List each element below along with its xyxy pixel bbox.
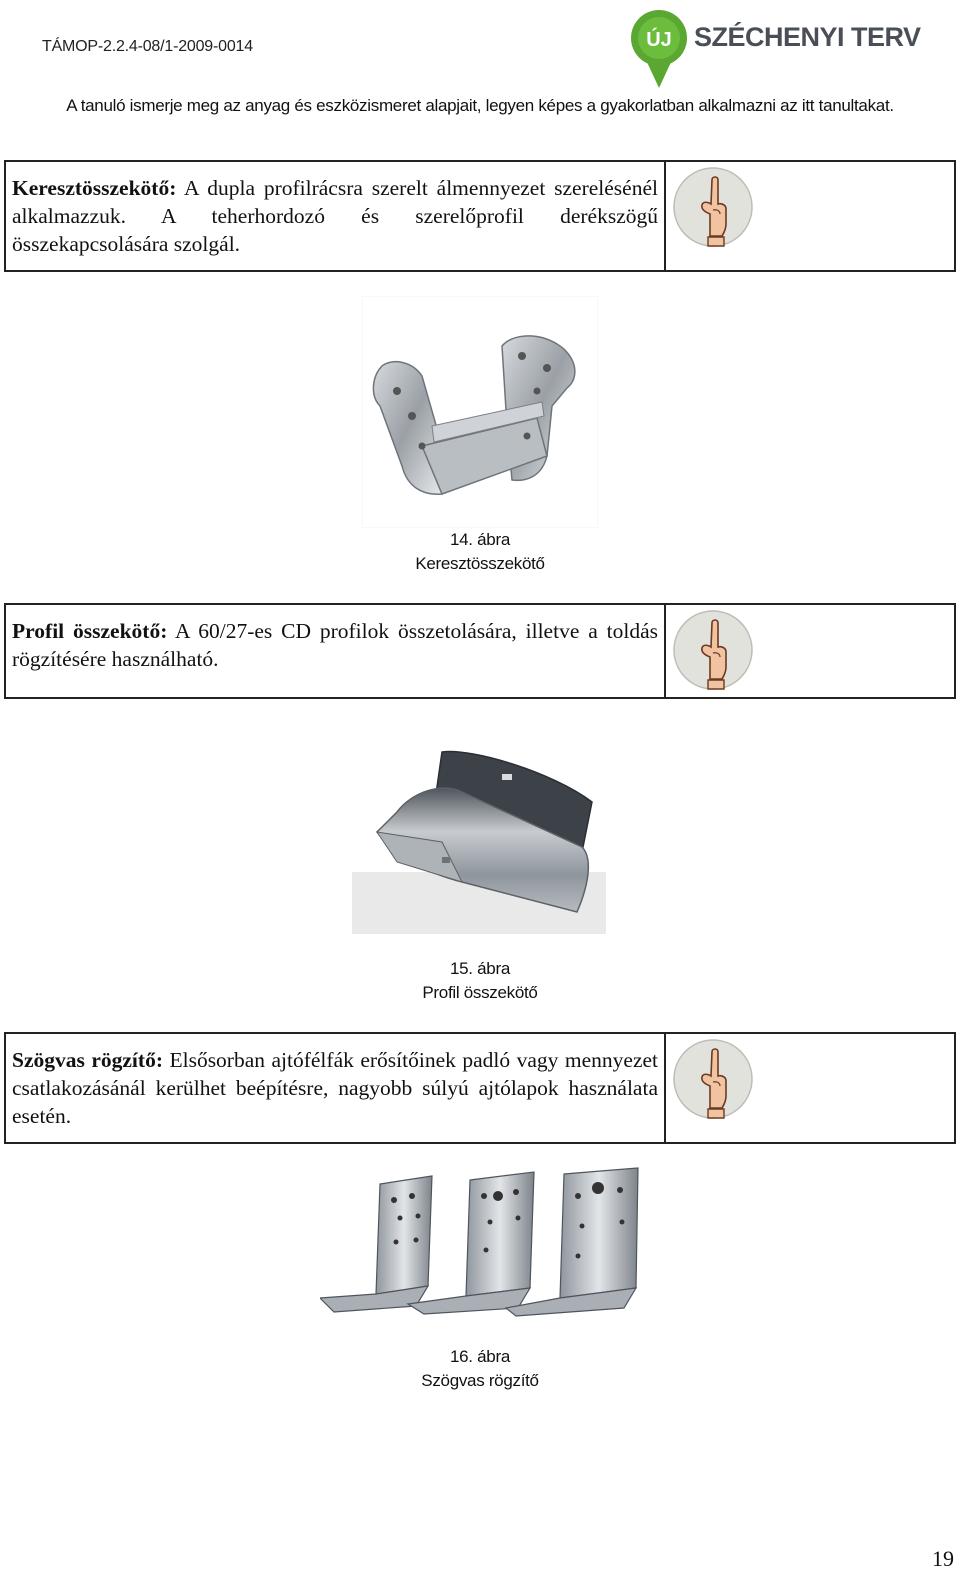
info-box-text <box>6 162 666 270</box>
map-pin-logo-icon <box>630 6 690 90</box>
pointing-hand-icon <box>672 609 754 691</box>
szechenyi-terv-logo <box>630 6 930 90</box>
term-description: A 60/27-es CD profilok összetolására, illetve a toldás rögzítésére használható. <box>12 619 658 671</box>
figure-number: 16. ábra <box>450 1347 510 1366</box>
info-box-icon-cell <box>666 162 954 270</box>
info-box-icon-cell <box>666 605 954 697</box>
figure-number: 15. ábra <box>450 959 510 978</box>
info-box-text <box>6 1034 666 1142</box>
info-box-text <box>6 605 666 697</box>
info-box-keresztosszekoto <box>4 160 956 272</box>
pointing-hand-icon <box>672 166 754 248</box>
term-description: A dupla profilrácsra szerelt álmennyezet szerelésénél alkalmazzuk. A teherhordozó és szerelőprofil derékszögű összekapcsolására szolgál. <box>12 176 658 256</box>
figure-title: Keresztösszekötő <box>415 554 545 573</box>
term-label: Keresztösszekötő: <box>12 176 177 200</box>
figure-15-image <box>352 722 606 934</box>
term-label: Profil összekötő: <box>12 619 168 643</box>
page-subtitle: A tanuló ismerje meg az anyag és eszközismeret alapjait, legyen képes a gyakorlatban alkalmazni az itt tanultakat. <box>66 96 894 115</box>
figure-number: 14. ábra <box>450 530 510 549</box>
figure-title: Profil összekötő <box>422 983 538 1002</box>
info-box-profil-osszekoto <box>4 603 956 699</box>
logo-badge: ÚJ <box>646 29 672 51</box>
page-number: 19 <box>932 1546 954 1571</box>
figure-title: Szögvas rögzítő <box>421 1371 539 1390</box>
figure-14-caption <box>0 528 960 576</box>
figure-16-image <box>320 1166 640 1320</box>
info-box-szogvas-rogzito <box>4 1032 956 1144</box>
project-code: TÁMOP-2.2.4-08/1-2009-0014 <box>42 38 253 55</box>
figure-14-image <box>362 296 598 528</box>
info-box-icon-cell <box>666 1034 954 1142</box>
term-description: Elsősorban ajtófélfák erősítőinek padló vagy mennyezet csatlakozásánál kerülhet beépítésre, nagyobb súlyú ajtólapok használata esetén. <box>12 1048 658 1128</box>
term-label: Szögvas rögzítő: <box>12 1048 163 1072</box>
pointing-hand-icon <box>672 1038 754 1120</box>
figure-16-caption <box>0 1345 960 1393</box>
figure-15-caption <box>0 957 960 1005</box>
logo-text: SZÉCHENYI TERV <box>694 22 921 52</box>
